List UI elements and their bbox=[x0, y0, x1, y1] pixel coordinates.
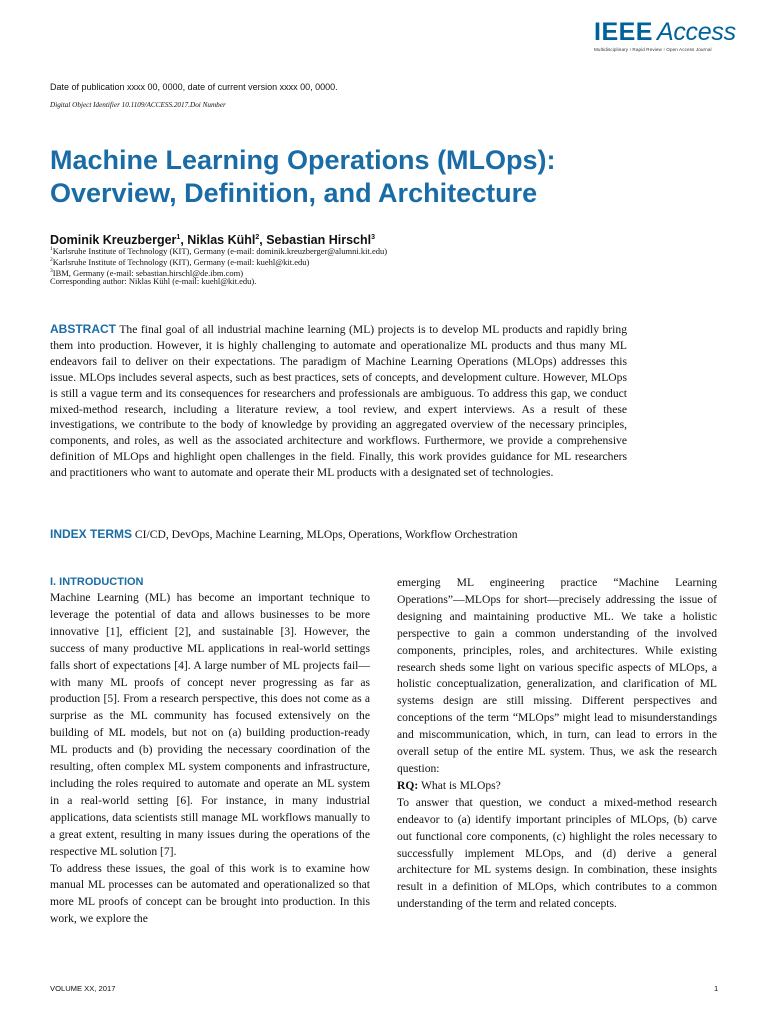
affiliation-sup: 2 bbox=[50, 257, 53, 264]
index-terms-text: CI/CD, DevOps, Machine Learning, MLOps, Operations, Workflow Orchestration bbox=[134, 528, 518, 541]
logo-tagline: Multidisciplinary ⁝ Rapid Review ⁝ Open Access Journal bbox=[594, 47, 712, 52]
author-affil-sup: 1 bbox=[176, 233, 181, 241]
publication-date: Date of publication xxxx 00, 0000, date of current version xxxx 00, 0000. bbox=[50, 82, 338, 92]
author-name: Sebastian Hirschl bbox=[266, 233, 372, 247]
abstract bbox=[50, 322, 627, 481]
author-separator: , bbox=[180, 233, 188, 247]
affiliation-line bbox=[50, 256, 387, 267]
author-separator: , bbox=[259, 233, 267, 247]
author-name: Dominik Kreuzberger bbox=[50, 233, 177, 247]
footer-page-number: 1 bbox=[714, 984, 719, 993]
intro-paragraph-4: To answer that question, we conduct a mixed-method research endeavor to (a) identify important principles of MLOps, (b) carve out functional core components, (c) highlight the roles necessary to successfully implement MLOps, and (d) derive a general architecture for ML systems design. In combination, these insights result in a definition of MLOps, which contributes to a common understanding of the term and related concepts. bbox=[397, 795, 717, 911]
intro-paragraph-3: emerging ML engineering practice “Machine Learning Operations”—MLOps for short—precisely addressing the issue of designing and maintaining productive ML. We take a holistic perspective to gain a common understanding of the involved components, principles, roles, and architectures. While existing research sheds some light on various specific aspects of MLOps, a holistic conceptualization, generalization, and clarification of ML systems design are still missing. Different perspectives and conceptions of the term “MLOps” might lead to misunderstandings and miscommunication, which, in turn, can lead to errors in the overall setup of the entire ML system. Thus, we ask the research question: bbox=[397, 576, 717, 775]
abstract-text: The final goal of all industrial machine learning (ML) projects is to develop ML products and rapidly bring them into production. However, it is highly challenging to automate and operationalize ML products and thus many ML endeavors fail to deliver on their expectations. The paradigm of Machine Learning Operations (MLOps) addresses this issue. MLOps includes several aspects, such as best practices, sets of concepts, and development culture. However, MLOps is still a vague term and its consequences for researchers and professionals are ambiguous. To address this gap, we conduct mixed-method research, including a literature review, a tool review, and expert interviews. As a result of these investigations, we contribute to the body of knowledge by providing an aggregated overview of the necessary principles, components, and roles, as well as the associated architecture and workflows. Furthermore, we provide a comprehensive definition of MLOps and highlight open challenges in the field. Finally, this work provides guidance for ML researchers and practitioners who want to automate and operate their ML products with a designated set of technologies. bbox=[50, 323, 627, 480]
title-line-2: Overview, Definition, and Architecture bbox=[50, 178, 538, 208]
intro-paragraph-2: To address these issues, the goal of this work is to examine how manual ML processes can be automated and operationalized so that more ML proofs of concept can be brought into production. In this work, we explore the bbox=[50, 861, 370, 926]
affiliation-text: IBM, Germany (e-mail: sebastian.hirschl@de.ibm.com) bbox=[52, 268, 244, 279]
footer-volume: VOLUME XX, 2017 bbox=[50, 984, 116, 993]
intro-paragraph-1: Machine Learning (ML) has become an important technique to leverage the potential of data and allows businesses to be more innovative [1], efficient [2], and sustainable [3]. However, the success of many productive ML applications in real-world settings falls short of expectations [4]. A large number of ML projects fail—with many ML proofs of concept never progressing as far as production [5]. From a research perspective, this does not come as a surprise as the ML community has focused extensively on the building of ML models, but not on (a) building production-ready ML products and (b) providing the necessary coordination of the resulting, often complex ML system components and infrastructure, including the roles required to automate and operate an ML system in a real-world setting [6]. For instance, in many industrial applications, data scientists still manage ML workflows manually to a great extent, resulting in many issues during the operations of the respective ML solution [7]. bbox=[50, 591, 370, 858]
index-terms bbox=[50, 527, 690, 541]
abstract-label: ABSTRACT bbox=[50, 322, 116, 336]
affiliations bbox=[50, 245, 387, 278]
author-affil-sup: 3 bbox=[371, 233, 376, 241]
affiliation-sup: 1 bbox=[50, 246, 53, 252]
research-question-label: RQ: bbox=[397, 778, 419, 792]
research-question bbox=[397, 778, 717, 795]
affiliation-line bbox=[50, 245, 387, 256]
affiliation-text: Karlsruhe Institute of Technology (KIT), Germany (e-mail: kuehl@kit.edu) bbox=[52, 256, 310, 267]
body-column-right bbox=[397, 575, 717, 913]
affiliation-sup: 3 bbox=[50, 268, 53, 275]
logo-wordmark bbox=[594, 18, 736, 47]
author-name: Niklas Kühl bbox=[187, 233, 256, 247]
title-line-1: Machine Learning Operations (MLOps): bbox=[50, 145, 556, 175]
ieee-access-logo bbox=[594, 18, 736, 56]
logo-ieee-text: IEEE bbox=[594, 18, 653, 46]
affiliation-text: Karlsruhe Institute of Technology (KIT), Germany (e-mail: dominik.kreuzberger@alumni.kit.edu) bbox=[52, 245, 388, 256]
paper-title bbox=[50, 144, 730, 210]
section-heading-introduction: I. INTRODUCTION bbox=[50, 576, 144, 588]
doi-line: Digital Object Identifier 10.1109/ACCESS.2017.Doi Number bbox=[50, 101, 226, 109]
logo-access-text: Access bbox=[656, 18, 736, 46]
research-question-text: What is MLOps? bbox=[418, 778, 501, 792]
body-column-left bbox=[50, 575, 370, 928]
corresponding-author: Corresponding author: Niklas Kühl (e-mail: kuehl@kit.edu). bbox=[50, 276, 257, 286]
index-terms-label: INDEX TERMS bbox=[50, 527, 133, 541]
author-affil-sup: 2 bbox=[255, 233, 260, 241]
